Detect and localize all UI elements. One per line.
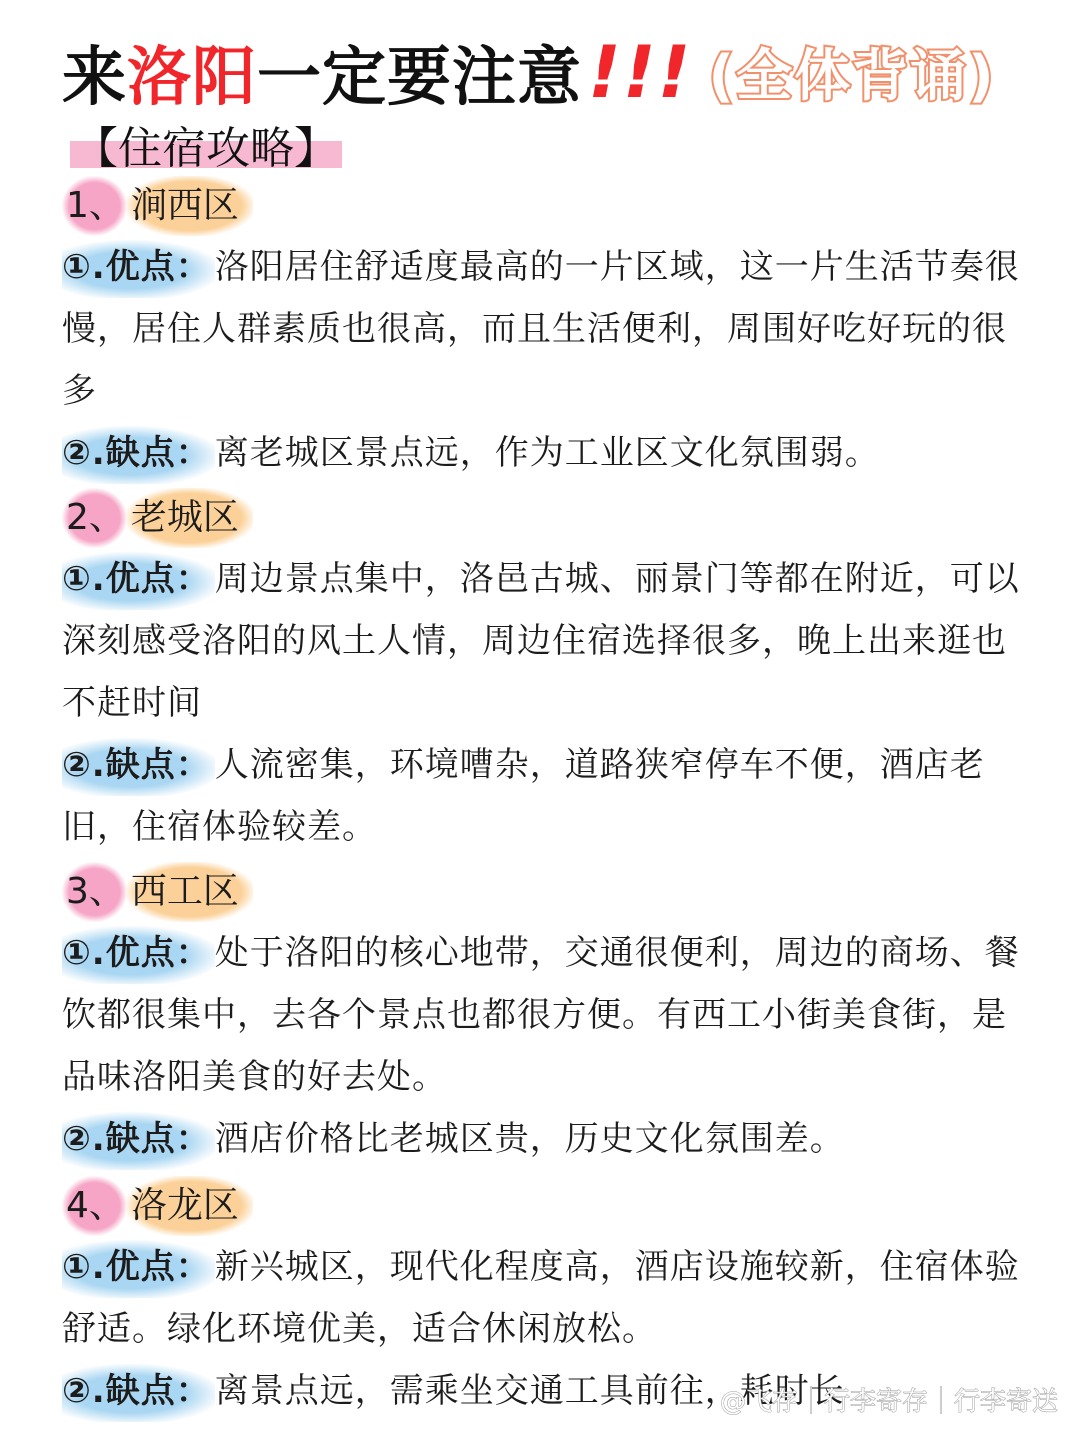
cons-text: 离老城区景点远，作为工业区文化氛围弱。 [214, 433, 880, 473]
pros-text: 处于洛阳的核心地带，交通很便利，周边的商场、餐饮都很集中，去各个景点也都很方便。有西工小街美食街，是品味洛阳美食的好去处。 [62, 933, 1020, 1097]
cons-text: 离景点远，需乘坐交通工具前往，耗时长 [214, 1371, 845, 1411]
pros-paragraph [62, 922, 1022, 1108]
watermark: @飞存｜行李寄存｜行李寄送 [719, 1387, 1058, 1417]
district-number: 3、 [62, 862, 127, 922]
cons-label: ②.缺点： [62, 1360, 215, 1422]
cons-label: ②.缺点： [62, 422, 215, 484]
title-part2: 一定要注意 [257, 41, 582, 115]
title-city: 洛阳 [127, 41, 257, 115]
district-block-1 [62, 176, 1022, 484]
cons-paragraph [62, 734, 1022, 858]
section-title [70, 112, 342, 176]
cons-paragraph [62, 422, 1022, 484]
pros-label: ①.优点： [62, 236, 215, 298]
district-name: 西工区 [127, 862, 253, 922]
title-exclamation: !!! [588, 30, 693, 114]
cons-label: ②.缺点： [62, 1108, 215, 1170]
district-number: 2、 [62, 488, 127, 548]
pros-text: 新兴城区，现代化程度高，酒店设施较新，住宿体验舒适。绿化环境优美，适合休闲放松。 [62, 1247, 1020, 1349]
title-part1: 来 [62, 41, 127, 115]
district-block-2 [62, 488, 1022, 858]
pros-paragraph [62, 548, 1022, 734]
cons-paragraph [62, 1108, 1022, 1170]
district-header [62, 862, 1022, 922]
page-title [62, 22, 996, 122]
district-header [62, 488, 1022, 548]
district-block-3 [62, 862, 1022, 1170]
district-name: 老城区 [127, 488, 253, 548]
cons-label: ②.缺点： [62, 734, 215, 796]
section-title-text: 【住宿攻略】 [70, 123, 342, 174]
pros-label: ①.优点： [62, 922, 215, 984]
district-number: 4、 [62, 1176, 127, 1236]
district-name: 洛龙区 [127, 1176, 253, 1236]
district-header [62, 176, 1022, 236]
district-name: 涧西区 [127, 176, 253, 236]
cons-text: 酒店价格比老城区贵，历史文化氛围差。 [214, 1119, 845, 1159]
district-number: 1、 [62, 176, 127, 236]
district-header [62, 1176, 1022, 1236]
pros-paragraph [62, 1236, 1022, 1360]
pros-text: 洛阳居住舒适度最高的一片区域，这一片生活节奏很慢，居住人群素质也很高，而且生活便利，周围好吃好玩的很多 [62, 247, 1020, 411]
pros-label: ①.优点： [62, 1236, 215, 1298]
pros-paragraph [62, 236, 1022, 422]
cons-text: 人流密集，环境嘈杂，道路狭窄停车不便，酒店老旧，住宿体验较差。 [62, 745, 985, 847]
pros-text: 周边景点集中，洛邑古城、丽景门等都在附近，可以深刻感受洛阳的风土人情，周边住宿选择很多，晚上出来逛也不赶时间 [62, 559, 1020, 723]
title-note: (全体背诵) [708, 44, 996, 109]
pros-label: ①.优点： [62, 548, 215, 610]
